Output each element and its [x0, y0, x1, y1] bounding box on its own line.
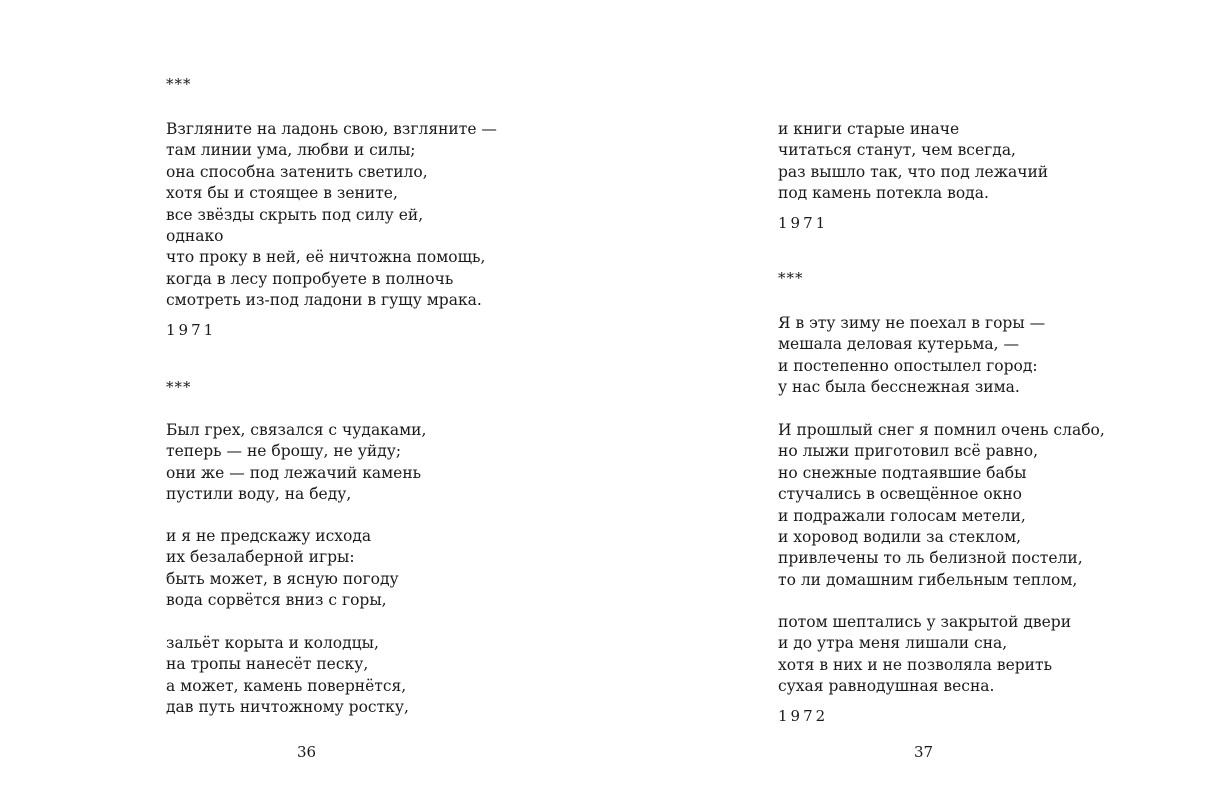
poem-year: 1971	[778, 214, 829, 232]
poem-line: и подражали голосам метели,	[778, 506, 1026, 525]
poem-line: но снежные подтаявшие бабы	[778, 463, 1027, 482]
poem-2-continued	[778, 119, 1048, 205]
poem-line: она способна затенить светило,	[166, 162, 428, 181]
poem-line: теперь — не брошу, не уйду;	[166, 442, 402, 461]
poem-line: Взгляните на ладонь свою, взгляните —	[166, 120, 497, 138]
poem-line: И прошлый снег я помнил очень слабо,	[778, 421, 1105, 439]
poem-2-stanza-3	[166, 633, 409, 719]
poem-line: хотя в них и не позволяла верить	[778, 655, 1053, 674]
poem-line: хотя бы и стоящее в зените,	[166, 184, 398, 203]
poem-line: потом шептались у закрытой двери	[778, 613, 1072, 631]
poem-line: зальёт корыта и колодцы,	[166, 634, 379, 652]
poem-line: пустили воду, на беду,	[166, 485, 352, 504]
poem-separator: ***	[166, 75, 192, 93]
poem-line: но лыжи приготовил всё равно,	[778, 442, 1039, 461]
poem-separator: ***	[778, 269, 804, 287]
poem-line: Был грех, связался с чудаками,	[166, 421, 427, 439]
poem-2-stanza-1	[166, 420, 426, 506]
poem-line: смотреть из-под ладони в гущу мрака.	[166, 291, 482, 310]
poem-3-stanza-2	[778, 420, 1105, 591]
poem-line: то ли домашним гибельным теплом,	[778, 570, 1078, 589]
page-number-left: 36	[297, 743, 317, 761]
poem-line: раз вышло так, что под лежачий	[778, 162, 1049, 181]
poem-line: читаться станут, чем всегда,	[778, 141, 1016, 160]
poem-line: когда в лесу попробуете в полночь	[166, 269, 454, 288]
poem-1-text	[166, 119, 497, 312]
poem-year: 1972	[778, 707, 829, 725]
poem-line: однако	[166, 227, 224, 246]
poem-line: и до утра меня лишали сна,	[778, 634, 1008, 653]
page-number-right: 37	[914, 743, 934, 761]
poem-line: все звёзды скрыть под силу ей,	[166, 205, 424, 224]
poem-year: 1971	[166, 321, 217, 339]
poem-line: и постепенно опостылел город:	[778, 356, 1038, 375]
poem-line: стучались в освещённое окно	[778, 485, 1023, 504]
poem-line: вода сорвётся вниз с горы,	[166, 591, 387, 610]
poem-separator: ***	[166, 378, 192, 396]
poem-line: что проку в ней, её ничтожна помощь,	[166, 248, 486, 267]
poem-line: привлечены то ль белизной постели,	[778, 549, 1083, 568]
poem-line: под камень потекла вода.	[778, 184, 989, 203]
poem-line: Я в эту зиму не поехал в горы —	[778, 314, 1046, 332]
right-page	[615, 0, 1230, 800]
poem-line: они же — под лежачий камень	[166, 463, 422, 482]
poem-3-stanza-1	[778, 313, 1045, 399]
poem-line: их безалаберной игры:	[166, 548, 355, 567]
poem-line: сухая равнодушная весна.	[778, 677, 995, 696]
poem-line: быть может, в ясную погоду	[166, 569, 399, 588]
poem-line: мешала деловая кутерьма, —	[778, 335, 1020, 354]
poem-line: и я не предскажу исхода	[166, 527, 372, 545]
poem-line: на тропы нанесёт песку,	[166, 655, 369, 674]
poem-line: и хоровод водили за стеклом,	[778, 528, 1022, 547]
poem-line: дав путь ничтожному ростку,	[166, 698, 409, 717]
poem-line: а может, камень повернётся,	[166, 676, 407, 695]
poem-2-stanza-2	[166, 526, 399, 612]
poem-line: у нас была бесснежная зима.	[778, 378, 1020, 397]
poem-line: там линии ума, любви и силы;	[166, 141, 416, 160]
poem-3-stanza-3	[778, 612, 1071, 698]
poem-line: и книги старые иначе	[778, 120, 960, 138]
